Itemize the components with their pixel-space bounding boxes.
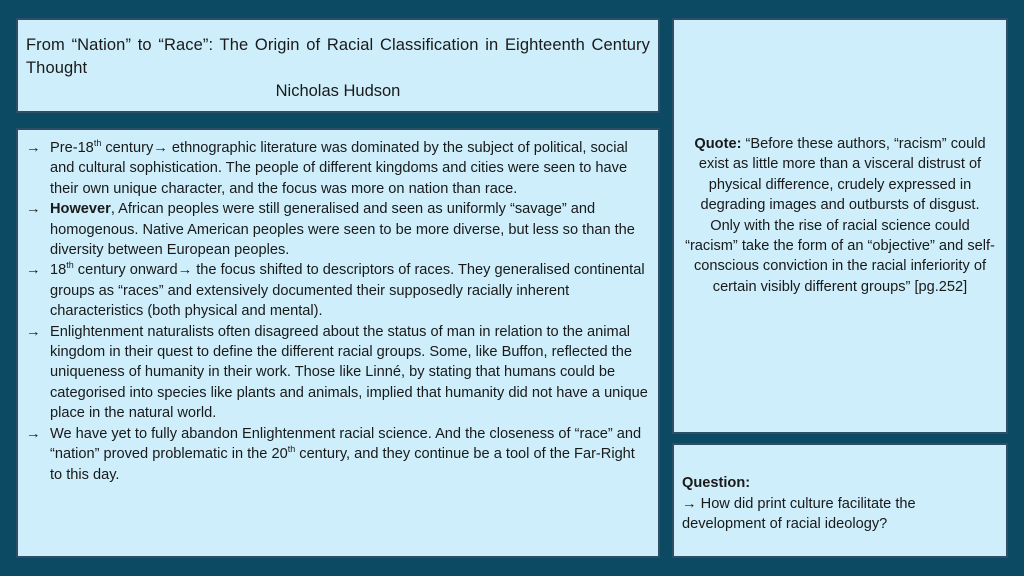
arrow-right-icon: →	[26, 323, 41, 340]
superscript: th	[287, 444, 296, 455]
quote-text	[684, 134, 996, 297]
arrow-right-icon: →	[26, 140, 41, 156]
bullet-text: We have yet to fully abandon Enlightenment racial science. And the closeness of “race” and “nation” proved problematic in the 20	[50, 425, 642, 463]
quote-panel	[672, 18, 1008, 434]
list-item	[26, 138, 648, 199]
bullet-text: ethnographic literature was dominated by the subject of political, social and cultural sophistication. The people of different kingdoms and cities were seen to have their own unique character, and the focus was more on nation than race.	[50, 140, 628, 197]
bullet-text: century onward	[73, 262, 178, 279]
bullet-text: century, and they continue be a tool of the Far-Right to this day.	[50, 446, 635, 483]
presentation-title: From “Nation” to “Race”: The Origin of Racial Classification in Eighteenth Century Thought	[26, 36, 650, 77]
arrow-right-icon: →	[26, 425, 41, 442]
bold-text: However	[50, 201, 111, 218]
arrow-right-icon: →	[26, 201, 41, 218]
bullet-text: Pre-18	[50, 140, 94, 156]
superscript: th	[93, 138, 102, 149]
summary-panel	[16, 128, 660, 558]
bullet-text: the focus shifted to descriptors of races. They generalised continental groups as “races” and extensively documented their supposedly racially inherent characteristics (both physical and mental).	[50, 262, 645, 320]
bullet-text: , African peoples were still generalised and seen as uniformly “savage” and homogenous. Native American peoples were seen to be more diverse, but less so than the diversity between European peoples.	[50, 201, 635, 259]
arrow-right-icon: →	[26, 262, 41, 279]
summary-bullet-list	[26, 138, 648, 485]
bullet-text: century	[101, 140, 154, 156]
quote-body: “Before these authors, “racism” could exist as little more than a visceral distrust of physical difference, crudely expressed in degrading images and outbursts of disgust. Only with the rise of racial science could “racism” take the form of an “objective” and self-conscious conviction in the racial inferiority of certain visibly different groups” [pg.252]	[685, 136, 995, 295]
bullet-text: Enlightenment naturalists often disagreed about the status of man in relation to the animal kingdom in their quest to define the different racial groups. Some, like Buffon, reflected the uniqueness of humanity in their work. Those like Linné, by stating that humans could be categorised into species like plants and animals, implied that humanity did not have a unique place in the natural world.	[50, 323, 648, 422]
list-item	[26, 424, 648, 485]
superscript: th	[66, 260, 74, 271]
bullet-text: 18	[50, 262, 67, 279]
question-label: Question:	[682, 475, 751, 491]
list-item	[26, 322, 648, 424]
list-item	[26, 260, 648, 321]
title-panel	[16, 18, 660, 113]
quote-label: Quote:	[694, 136, 742, 152]
question-panel	[672, 443, 1008, 558]
question-body: How did print culture facilitate the development of racial ideology?	[682, 495, 916, 533]
list-item	[26, 199, 648, 260]
arrow-right-icon: →	[153, 140, 168, 156]
author-name: Nicholas Hudson	[275, 82, 401, 100]
arrow-right-icon: →	[682, 495, 697, 512]
arrow-right-icon: →	[177, 262, 193, 279]
question-text	[682, 473, 998, 535]
